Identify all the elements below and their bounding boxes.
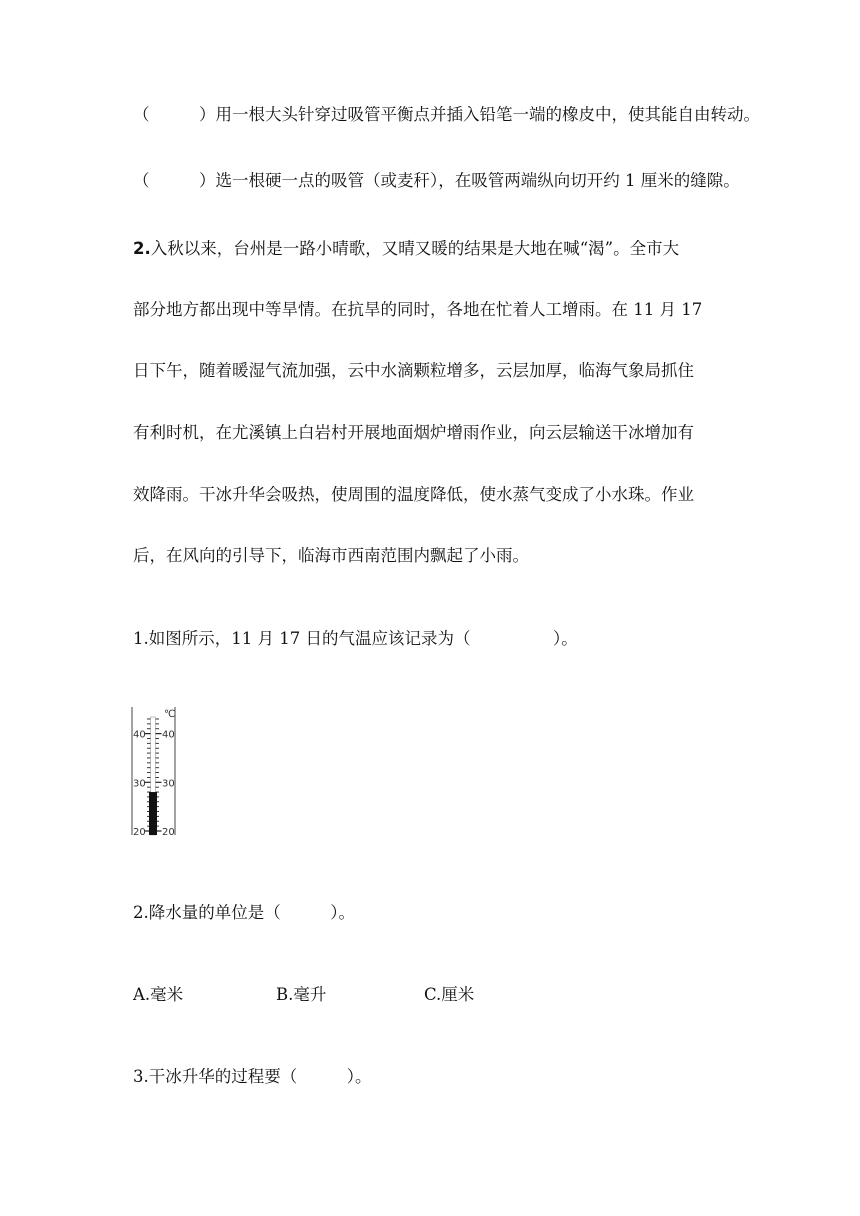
- scale-label-left-30: 30: [133, 778, 146, 790]
- passage-text: 入秋以来，台州是一路小晴歌，又晴又暖的结果是大地在喊“渴”。全市大: [150, 239, 680, 258]
- question-2-passage-line-1: [133, 238, 820, 260]
- option-b: B.毫升: [276, 985, 327, 1004]
- scale-label-left-20: 20: [133, 827, 146, 838]
- step-balance-pin: （ ）用一根大头针穿过吸管平衡点并插入铅笔一端的橡皮中，使其能自由转动。: [133, 105, 760, 124]
- option-c: C.厘米: [424, 985, 475, 1004]
- sub-question-2: 2.降水量的单位是（ ）。: [133, 903, 355, 922]
- question-2-passage-line-4: 有利时机，在尤溪镇上白岩村开展地面烟炉增雨作业，向云层输送干冰增加有: [133, 423, 694, 442]
- question-2-passage-line-2: 部分地方都出现中等旱情。在抗旱的同时，各地在忙着人工增雨。在 11 月 17: [133, 300, 703, 319]
- thermometer-unit-label: ℃: [164, 709, 176, 720]
- question-number: 2.: [133, 239, 151, 258]
- step-cut-straw: （ ）选一根硬一点的吸管（或麦秆），在吸管两端纵向切开约 1 厘米的缝隙。: [133, 171, 740, 190]
- sub-question-1: 1.如图所示，11 月 17 日的气温应该记录为（ ）。: [133, 629, 578, 648]
- option-a: A.毫米: [133, 985, 184, 1004]
- scale-label-right-30: 30: [162, 778, 175, 790]
- scale-label-left-40: 40: [133, 729, 146, 741]
- question-2-passage-line-5: 效降雨。干冰升华会吸热，使周围的温度降低，使水蒸气变成了小水珠。作业: [133, 485, 694, 504]
- question-2-passage-line-6: 后，在风向的引导下，临海市西南范围内飘起了小雨。: [133, 546, 529, 565]
- thermometer-mercury-column: [149, 792, 157, 835]
- thermometer-figure: [128, 703, 180, 839]
- scale-label-right-20: 20: [162, 827, 175, 838]
- scale-label-right-40: 40: [162, 729, 175, 741]
- question-2-passage-line-3: 日下午，随着暖湿气流加强，云中水滴颗粒增多，云层加厚，临海气象局抓住: [133, 361, 694, 380]
- sub-question-3: 3.干冰升华的过程要（ ）。: [133, 1067, 372, 1086]
